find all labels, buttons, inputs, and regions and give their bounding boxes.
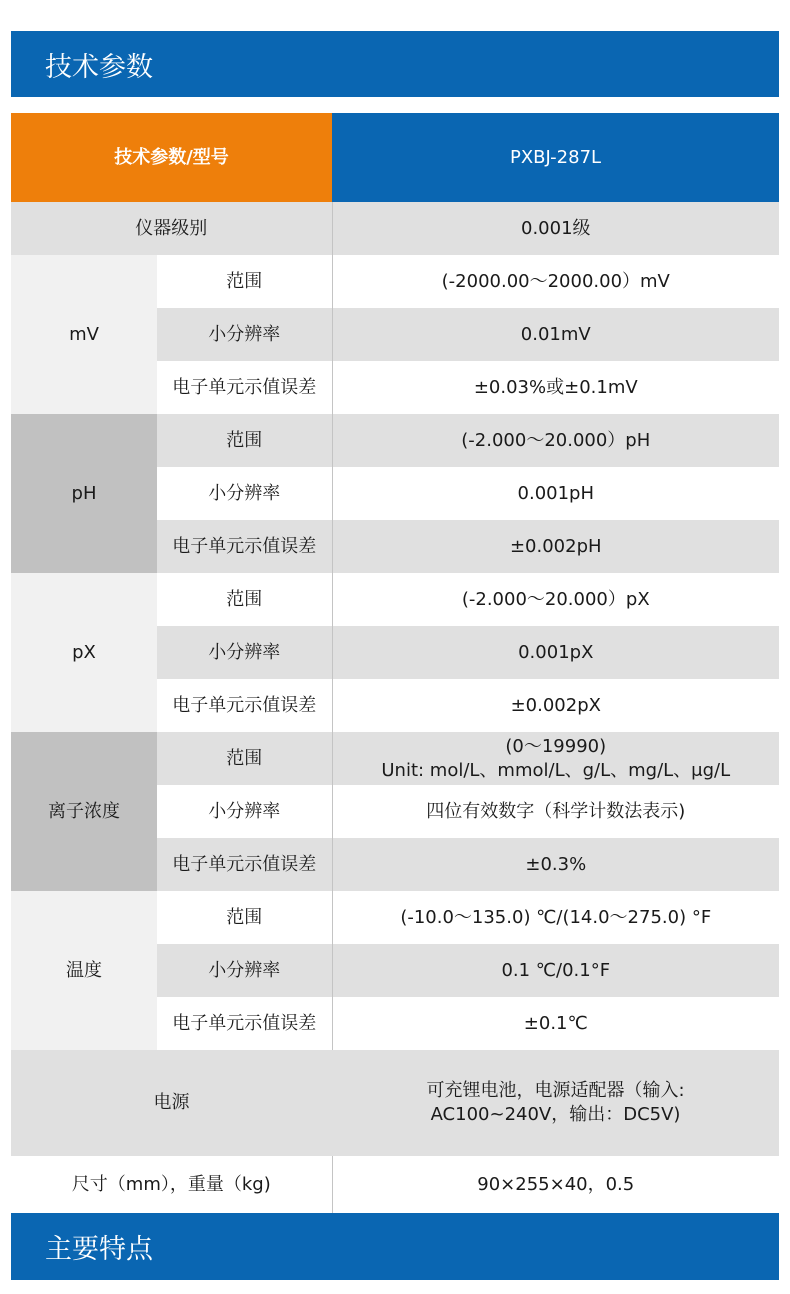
group-label-mv: mV — [11, 255, 157, 414]
row-label: 电子单元示值误差 — [157, 679, 332, 732]
row-value — [332, 732, 779, 785]
row-label: 范围 — [157, 573, 332, 626]
row-value: 四位有效数字（科学计数法表示) — [332, 785, 779, 838]
table-row — [11, 891, 779, 944]
row-value: 0.1 ℃/0.1°F — [332, 944, 779, 997]
row-label: 范围 — [157, 891, 332, 944]
row-label: 电子单元示值误差 — [157, 838, 332, 891]
section-banner-tech-params — [11, 31, 779, 97]
power-line1: 可充锂电池，电源适配器（输入: — [426, 1080, 685, 1101]
section-title: 技术参数 — [45, 51, 153, 83]
row-label: 小分辨率 — [157, 626, 332, 679]
grade-value: 0.001级 — [332, 202, 779, 255]
row-label: 小分辨率 — [157, 944, 332, 997]
table-row — [11, 732, 779, 785]
row-value: (-2.000～20.000）pH — [332, 414, 779, 467]
power-value — [332, 1050, 779, 1156]
row-label: 电子单元示值误差 — [157, 997, 332, 1050]
row-value: 0.01mV — [332, 308, 779, 361]
row-label: 小分辨率 — [157, 467, 332, 520]
group-label-ph: pH — [11, 414, 157, 573]
table-row — [11, 1156, 779, 1214]
section-banner-main-features — [11, 1213, 779, 1280]
row-label: 范围 — [157, 732, 332, 785]
range-value-line1: (0～19990) — [505, 735, 607, 757]
row-value: ±0.002pX — [332, 679, 779, 732]
row-value: (-2.000～20.000）pX — [332, 573, 779, 626]
row-label: 电子单元示值误差 — [157, 520, 332, 573]
spec-table — [11, 113, 779, 1214]
header-label-cell: 技术参数/型号 — [11, 113, 332, 202]
row-value: ±0.3% — [332, 838, 779, 891]
table-row — [11, 414, 779, 467]
row-value: ±0.002pH — [332, 520, 779, 573]
row-label: 小分辨率 — [157, 785, 332, 838]
group-label-ion-concentration: 离子浓度 — [11, 732, 157, 891]
power-label: 电源 — [11, 1050, 332, 1156]
row-value: 0.001pX — [332, 626, 779, 679]
table-row — [11, 255, 779, 308]
group-label-temperature: 温度 — [11, 891, 157, 1050]
table-header-row — [11, 113, 779, 202]
row-value: ±0.1℃ — [332, 997, 779, 1050]
row-label: 范围 — [157, 255, 332, 308]
grade-label: 仪器级别 — [11, 202, 332, 255]
table-row — [11, 202, 779, 255]
row-label: 电子单元示值误差 — [157, 361, 332, 414]
row-value: 0.001pH — [332, 467, 779, 520]
row-label: 小分辨率 — [157, 308, 332, 361]
row-label: 范围 — [157, 414, 332, 467]
row-value: (-2000.00～2000.00）mV — [332, 255, 779, 308]
section-title: 主要特点 — [45, 1234, 153, 1265]
row-value: (-10.0～135.0) ℃/(14.0～275.0) °F — [332, 891, 779, 944]
power-line2: AC100~240V，输出：DC5V) — [430, 1104, 681, 1125]
row-value: ±0.03%或±0.1mV — [332, 361, 779, 414]
table-row — [11, 1050, 779, 1156]
table-row — [11, 573, 779, 626]
range-unit-line: Unit: mol/L、mmol/L、g/L、mg/L、μg/L — [381, 759, 731, 781]
header-model-cell: PXBJ-287L — [332, 113, 779, 202]
group-label-px: pX — [11, 573, 157, 732]
size-label: 尺寸（mm），重量（kg) — [11, 1156, 332, 1214]
size-value: 90×255×40，0.5 — [332, 1156, 779, 1214]
